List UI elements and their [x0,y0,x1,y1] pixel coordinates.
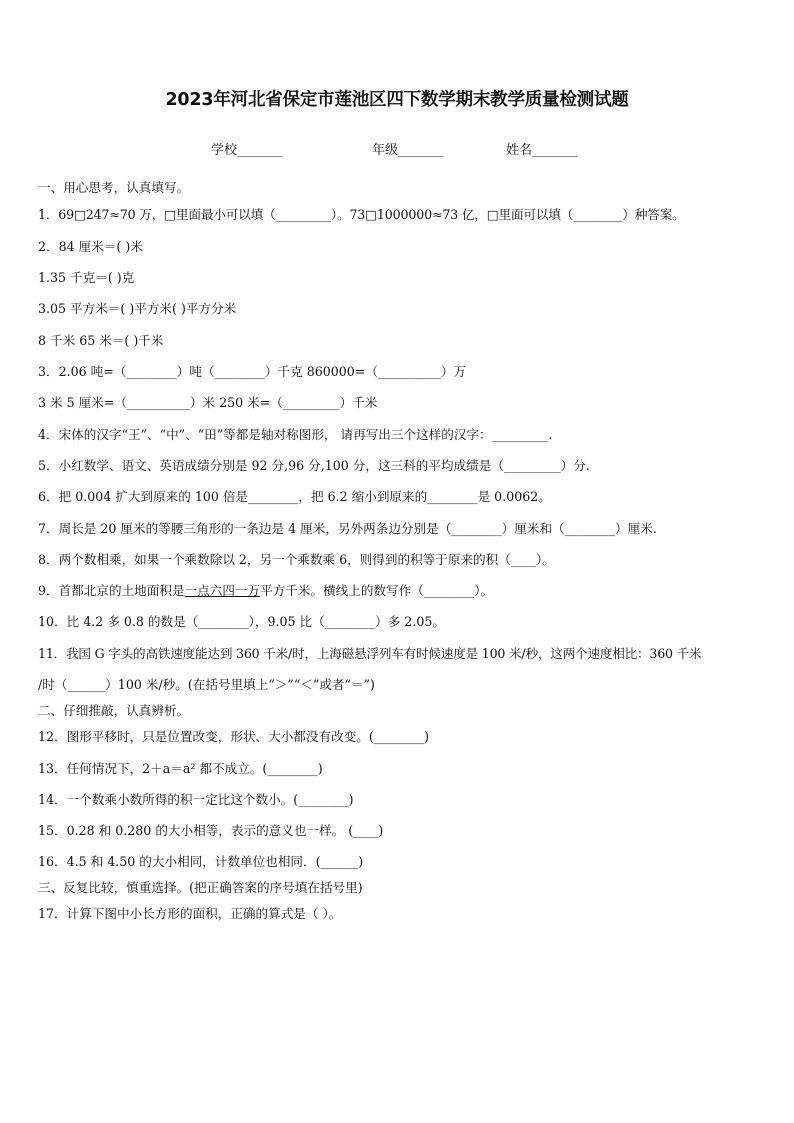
question-11-line-1: 11．我国 G 字头的高铁速度能达到 360 千米/时，上海磁悬浮列车有时候速度是 100 米/秒，这两个速度相比：360 千米 [38,646,702,661]
question-16: 16．4.5 和 4.50 的大小相同，计数单位也相同．(______) [38,854,364,869]
school-field: 学校_______ [211,143,283,158]
question-1: 1．69□247≈70 万，□里面最小可以填（_________）。73□1000000≈73 亿，□里面可以填（________）种答案。 [38,207,685,222]
question-9-suffix: 平方千米。横线上的数写作（________）。 [260,583,494,598]
question-2-part-2: 1.35 千克＝( )克 [38,270,135,285]
question-6: 6．把 0.004 扩大到原来的 100 倍是________，把 6.2 缩小到原来的________是 0.0062。 [38,489,551,504]
question-2-part-4: 8 千米 65 米＝( )千米 [38,333,164,348]
question-7: 7．周长是 20 厘米的等腰三角形的一条边是 4 厘米，另外两条边分别是（________）厘米和（________）厘米. [38,521,657,536]
question-15: 15．0.28 和 0.280 的大小相等，表示的意义也一样。 (____) [38,823,384,838]
question-10: 10．比 4.2 多 0.8 的数是（________），9.05 比（________）多 2.05。 [38,614,445,629]
grade-field: 年级_______ [372,143,444,158]
section-heading-2: 二、仔细推敲，认真辨析。 [38,703,190,718]
question-4: 4．宋体的汉字“王”、“中”、“田”等都是轴对称图形， 请再写出三个这样的汉字：_________. [38,427,553,442]
page-title: 2023年河北省保定市莲池区四下数学期末教学质量检测试题 [165,90,629,110]
name-field: 姓名_______ [506,143,578,158]
question-3-part-2: 3 米 5 厘米=（__________）米 250 米=（_________）千米 [38,395,378,410]
question-5: 5．小红数学、语文、英语成绩分别是 92 分,96 分,100 分，这三科的平均成绩是（_________）分. [38,458,590,473]
question-2-part-1: 2．84 厘米＝( )米 [38,239,143,254]
question-2-part-3: 3.05 平方米＝( )平方米( )平方分米 [38,301,237,316]
question-9-underlined-number: 一点六四一万 [184,583,261,598]
question-3-part-1: 3．2.06 吨=（________）吨（________）千克 860000=（__________）万 [38,364,467,379]
section-heading-3: 三、反复比较，慎重选择。(把正确答案的序号填在括号里) [38,880,363,895]
question-9 [38,582,493,600]
section-heading-1: 一、用心思考，认真填写。 [38,180,190,195]
question-11-line-2: /时（______）100 米/秒。(在括号里填上“＞”“＜”或者“＝”) [38,677,375,692]
question-17: 17．计算下图中小长方形的面积，正确的算式是（ ）。 [38,906,342,921]
question-12: 12．图形平移时，只是位置改变，形状、大小都没有改变。(________) [38,729,430,744]
question-13: 13．任何情况下，2＋a＝a² 都不成立。(________) [38,761,323,776]
question-14: 14．一个数乘小数所得的积一定比这个数小。(________) [38,792,354,807]
question-8: 8．两个数相乘，如果一个乘数除以 2，另一个乘数乘 6，则得到的积等于原来的积（____）。 [38,552,555,567]
question-9-prefix: 9．首都北京的土地面积是 [38,583,185,598]
